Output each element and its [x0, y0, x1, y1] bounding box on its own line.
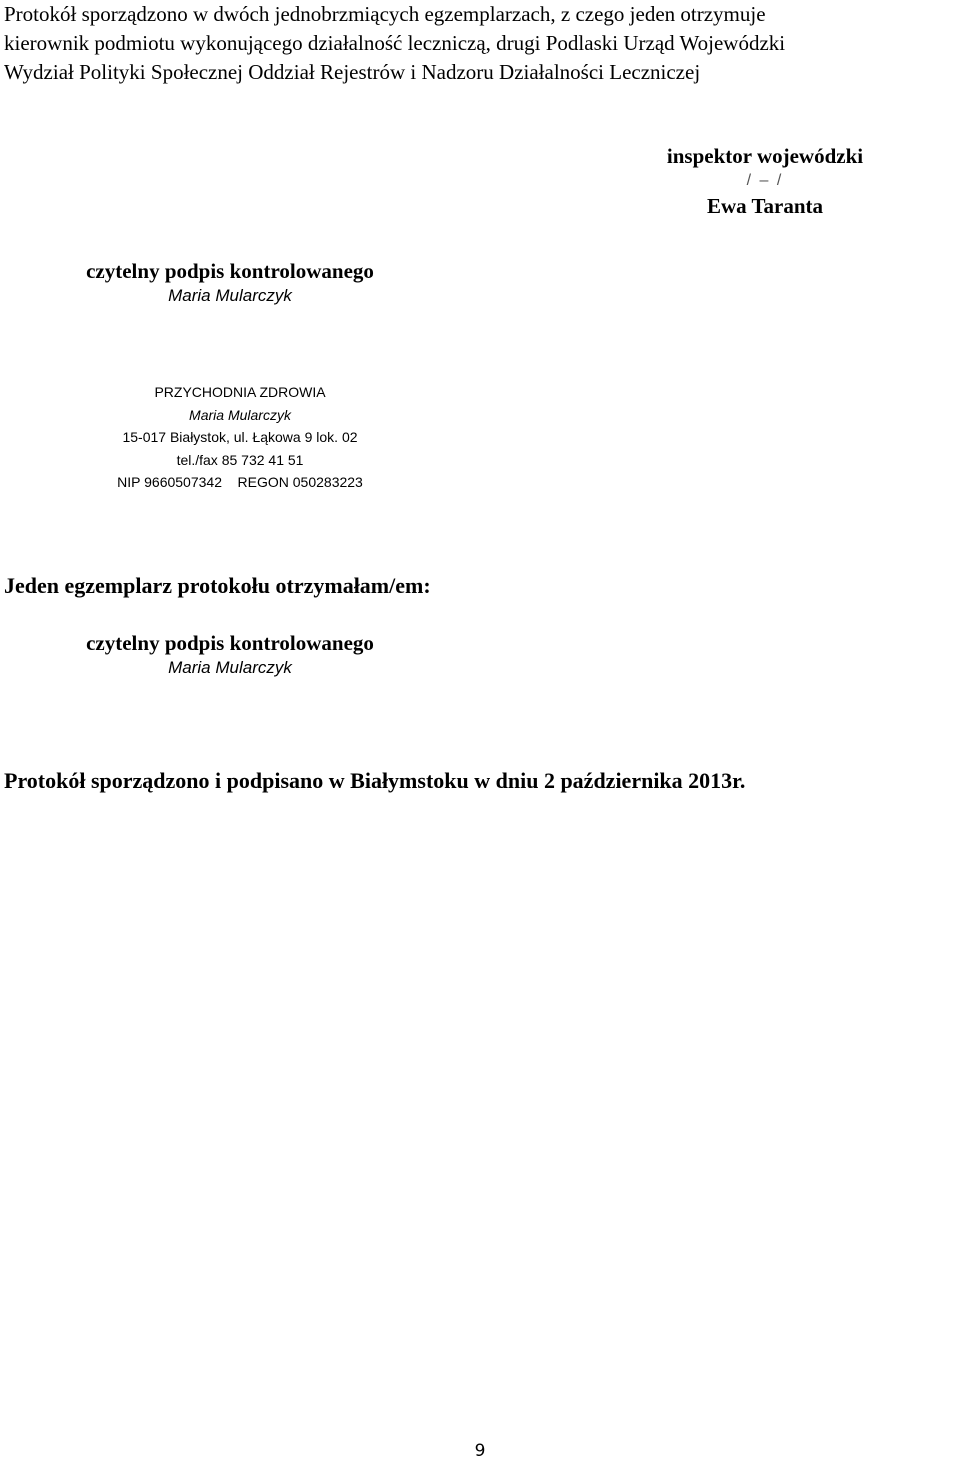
stamp-phone: tel./fax 85 732 41 51 [176, 451, 304, 468]
controlled-signature-block-bottom [40, 630, 420, 680]
stamp-address: 15-017 Białystok, ul. Łąkowa 9 lok. 02 [122, 429, 358, 445]
inspector-title: inspektor wojewódzki [666, 144, 864, 168]
clinic-stamp [80, 381, 400, 494]
stamp-ids: NIP 9660507342 REGON 050283223 [117, 474, 363, 490]
stamp-person: Maria Mularczyk [189, 406, 291, 423]
stamp-org: PRZYCHODNIA ZDROWIA [154, 384, 326, 400]
inspector-name: Ewa Taranta [706, 194, 824, 218]
signature-name: Maria Mularczyk [168, 658, 292, 677]
controlled-signature-block-top [40, 258, 420, 308]
intro-line-1: Protokół sporządzono w dwóch jednobrzmiących egzemplarzach, z czego jeden otrzymuje [4, 2, 766, 26]
signature-label: czytelny podpis kontrolowanego [86, 259, 374, 283]
intro-line-2: kierownik podmiotu wykonującego działalność leczniczą, drugi Podlaski Urząd Wojewódzki [4, 31, 786, 55]
signature-name: Maria Mularczyk [168, 286, 292, 305]
inspector-signature-mark: / – / [746, 172, 784, 189]
closing-statement: Protokół sporządzono i podpisano w Białymstoku w dniu 2 października 2013r. [4, 768, 746, 793]
received-copy-heading: Jeden egzemplarz protokołu otrzymałam/em: [4, 573, 431, 598]
signature-label: czytelny podpis kontrolowanego [86, 631, 374, 655]
intro-line-3: Wydział Polityki Społecznej Oddział Rejestrów i Nadzoru Działalności Leczniczej [4, 60, 701, 84]
page-number: 9 [474, 1441, 486, 1461]
inspector-signature-block [640, 142, 890, 220]
intro-paragraph [4, 0, 956, 87]
